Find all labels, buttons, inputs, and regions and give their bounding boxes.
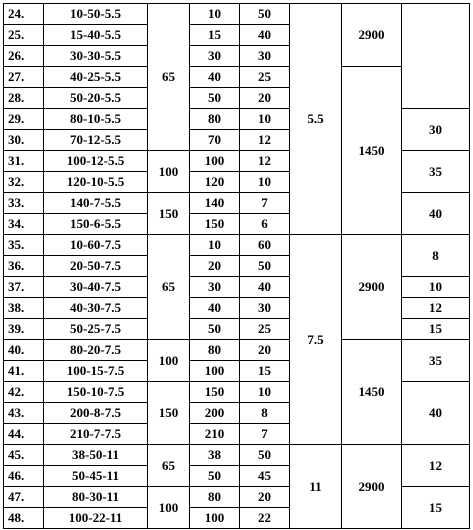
- diameter-cell: 65: [148, 445, 190, 487]
- head-cell: 50: [240, 445, 290, 466]
- flow-cell: 70: [190, 130, 240, 151]
- last-col-cell: 40: [402, 193, 470, 235]
- head-cell: 30: [240, 298, 290, 319]
- model-cell: 20-50-7.5: [44, 256, 148, 277]
- model-cell: 40-25-5.5: [44, 67, 148, 88]
- model-cell: 210-7-7.5: [44, 424, 148, 445]
- flow-cell: 10: [190, 4, 240, 25]
- model-cell: 10-50-5.5: [44, 4, 148, 25]
- flow-cell: 80: [190, 109, 240, 130]
- head-cell: 22: [240, 508, 290, 529]
- flow-cell: 100: [190, 361, 240, 382]
- model-cell: 50-20-5.5: [44, 88, 148, 109]
- head-cell: 50: [240, 256, 290, 277]
- flow-cell: 100: [190, 508, 240, 529]
- last-col-cell: 30: [402, 109, 470, 151]
- last-col-cell: 15: [402, 319, 470, 340]
- last-col-cell: 12: [402, 298, 470, 319]
- diameter-cell: 100: [148, 487, 190, 529]
- model-cell: 200-8-7.5: [44, 403, 148, 424]
- row-number: 24.: [4, 4, 44, 25]
- row-number: 30.: [4, 130, 44, 151]
- row-number: 48.: [4, 508, 44, 529]
- head-cell: 6: [240, 214, 290, 235]
- pump-spec-table: [3, 3, 470, 529]
- flow-cell: 50: [190, 319, 240, 340]
- model-cell: 40-30-7.5: [44, 298, 148, 319]
- model-cell: 38-50-11: [44, 445, 148, 466]
- flow-cell: 80: [190, 487, 240, 508]
- table-row: [4, 235, 470, 256]
- row-number: 29.: [4, 109, 44, 130]
- flow-cell: 38: [190, 445, 240, 466]
- row-number: 35.: [4, 235, 44, 256]
- flow-cell: 150: [190, 214, 240, 235]
- flow-cell: 100: [190, 151, 240, 172]
- head-cell: 30: [240, 46, 290, 67]
- last-col-cell: 40: [402, 382, 470, 445]
- head-cell: 8: [240, 403, 290, 424]
- model-cell: 50-25-7.5: [44, 319, 148, 340]
- power-cell: 7.5: [290, 235, 342, 445]
- diameter-cell: 100: [148, 151, 190, 193]
- row-number: 42.: [4, 382, 44, 403]
- row-number: 41.: [4, 361, 44, 382]
- speed-cell: 1450: [342, 67, 402, 235]
- model-cell: 30-40-7.5: [44, 277, 148, 298]
- model-cell: 80-30-11: [44, 487, 148, 508]
- speed-cell: 2900: [342, 235, 402, 340]
- model-cell: 30-30-5.5: [44, 46, 148, 67]
- head-cell: 7: [240, 424, 290, 445]
- row-number: 45.: [4, 445, 44, 466]
- head-cell: 40: [240, 277, 290, 298]
- flow-cell: 210: [190, 424, 240, 445]
- flow-cell: 30: [190, 277, 240, 298]
- row-number: 28.: [4, 88, 44, 109]
- table-row: [4, 4, 470, 25]
- row-number: 47.: [4, 487, 44, 508]
- head-cell: 40: [240, 25, 290, 46]
- head-cell: 20: [240, 88, 290, 109]
- diameter-cell: 65: [148, 235, 190, 340]
- model-cell: 140-7-5.5: [44, 193, 148, 214]
- last-col-cell: 12: [402, 445, 470, 487]
- model-cell: 120-10-5.5: [44, 172, 148, 193]
- power-cell: 11: [290, 445, 342, 529]
- row-number: 39.: [4, 319, 44, 340]
- row-number: 25.: [4, 25, 44, 46]
- row-number: 34.: [4, 214, 44, 235]
- diameter-cell: 150: [148, 382, 190, 445]
- row-number: 37.: [4, 277, 44, 298]
- head-cell: 20: [240, 487, 290, 508]
- last-col-cell: 15: [402, 487, 470, 529]
- model-cell: 150-6-5.5: [44, 214, 148, 235]
- flow-cell: 40: [190, 67, 240, 88]
- table-row: [4, 340, 470, 361]
- diameter-cell: 65: [148, 4, 190, 151]
- flow-cell: 20: [190, 256, 240, 277]
- power-cell: 5.5: [290, 4, 342, 235]
- model-cell: 80-10-5.5: [44, 109, 148, 130]
- flow-cell: 50: [190, 88, 240, 109]
- model-cell: 15-40-5.5: [44, 25, 148, 46]
- table-row: [4, 67, 470, 88]
- speed-cell: 1450: [342, 340, 402, 445]
- row-number: 36.: [4, 256, 44, 277]
- head-cell: 12: [240, 151, 290, 172]
- diameter-cell: 100: [148, 340, 190, 382]
- row-number: 27.: [4, 67, 44, 88]
- model-cell: 70-12-5.5: [44, 130, 148, 151]
- last-col-cell: 8: [402, 235, 470, 277]
- head-cell: 15: [240, 361, 290, 382]
- head-cell: 25: [240, 67, 290, 88]
- flow-cell: 30: [190, 46, 240, 67]
- last-col-cell: 35: [402, 340, 470, 382]
- flow-cell: 120: [190, 172, 240, 193]
- model-cell: 100-15-7.5: [44, 361, 148, 382]
- model-cell: 10-60-7.5: [44, 235, 148, 256]
- row-number: 38.: [4, 298, 44, 319]
- head-cell: 50: [240, 4, 290, 25]
- head-cell: 25: [240, 319, 290, 340]
- flow-cell: 200: [190, 403, 240, 424]
- flow-cell: 140: [190, 193, 240, 214]
- row-number: 44.: [4, 424, 44, 445]
- row-number: 40.: [4, 340, 44, 361]
- flow-cell: 80: [190, 340, 240, 361]
- head-cell: 20: [240, 340, 290, 361]
- last-col-cell: 35: [402, 151, 470, 193]
- head-cell: 7: [240, 193, 290, 214]
- row-number: 32.: [4, 172, 44, 193]
- model-cell: 100-12-5.5: [44, 151, 148, 172]
- head-cell: 10: [240, 172, 290, 193]
- last-col-cell: [402, 4, 470, 109]
- row-number: 26.: [4, 46, 44, 67]
- row-number: 33.: [4, 193, 44, 214]
- flow-cell: 15: [190, 25, 240, 46]
- last-col-cell: 10: [402, 277, 470, 298]
- diameter-cell: 150: [148, 193, 190, 235]
- row-number: 46.: [4, 466, 44, 487]
- head-cell: 10: [240, 109, 290, 130]
- model-cell: 150-10-7.5: [44, 382, 148, 403]
- speed-cell: 2900: [342, 445, 402, 529]
- head-cell: 60: [240, 235, 290, 256]
- row-number: 43.: [4, 403, 44, 424]
- flow-cell: 50: [190, 466, 240, 487]
- model-cell: 80-20-7.5: [44, 340, 148, 361]
- flow-cell: 150: [190, 382, 240, 403]
- row-number: 31.: [4, 151, 44, 172]
- model-cell: 100-22-11: [44, 508, 148, 529]
- model-cell: 50-45-11: [44, 466, 148, 487]
- flow-cell: 10: [190, 235, 240, 256]
- table-row: [4, 445, 470, 466]
- speed-cell: 2900: [342, 4, 402, 67]
- head-cell: 45: [240, 466, 290, 487]
- head-cell: 12: [240, 130, 290, 151]
- flow-cell: 40: [190, 298, 240, 319]
- head-cell: 10: [240, 382, 290, 403]
